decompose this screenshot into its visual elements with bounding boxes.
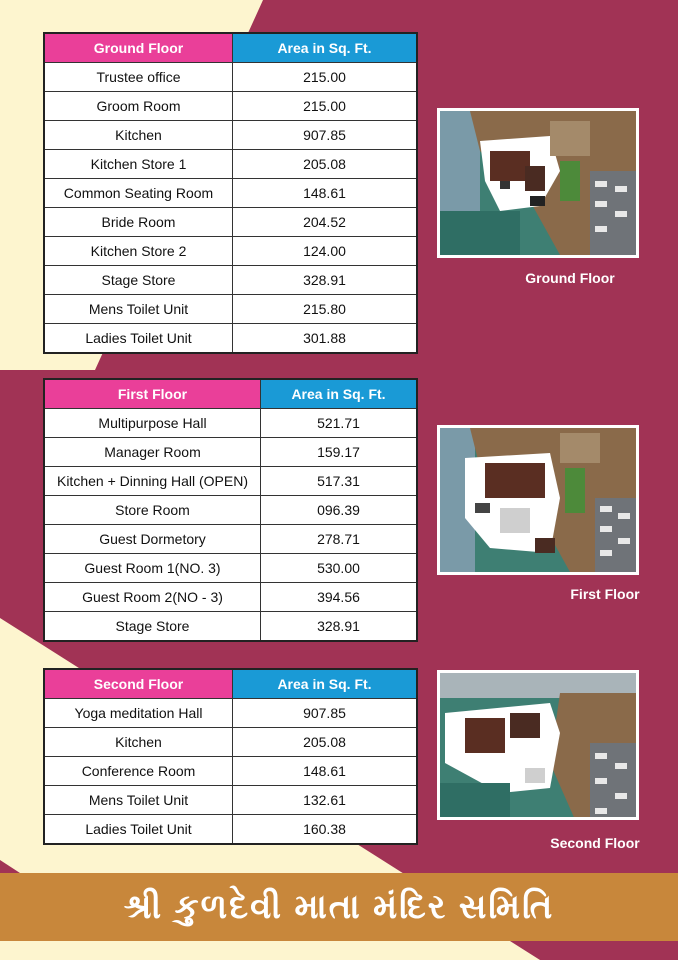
room-column-header: Ground Floor bbox=[44, 33, 233, 63]
second-floor-image-caption: Second Floor bbox=[550, 835, 640, 851]
area-value-cell: 215.00 bbox=[233, 63, 418, 92]
room-name-cell: Manager Room bbox=[44, 438, 261, 467]
table-header-row bbox=[44, 379, 417, 409]
room-name-cell: Kitchen bbox=[44, 728, 233, 757]
table-row bbox=[44, 815, 417, 845]
room-name-cell: Kitchen bbox=[44, 121, 233, 150]
table-row bbox=[44, 612, 417, 642]
area-value-cell: 148.61 bbox=[233, 757, 418, 786]
first-floor-render-image bbox=[437, 425, 639, 575]
room-name-cell: Store Room bbox=[44, 496, 261, 525]
table-header-row bbox=[44, 33, 417, 63]
room-column-header: First Floor bbox=[44, 379, 261, 409]
room-name-cell: Kitchen Store 2 bbox=[44, 237, 233, 266]
area-value-cell: 394.56 bbox=[261, 583, 418, 612]
area-value-cell: 096.39 bbox=[261, 496, 418, 525]
table-row bbox=[44, 179, 417, 208]
table-row bbox=[44, 757, 417, 786]
table-row bbox=[44, 295, 417, 324]
room-name-cell: Kitchen Store 1 bbox=[44, 150, 233, 179]
room-name-cell: Kitchen + Dinning Hall (OPEN) bbox=[44, 467, 261, 496]
room-column-header: Second Floor bbox=[44, 669, 233, 699]
area-value-cell: 517.31 bbox=[261, 467, 418, 496]
room-name-cell: Guest Room 1(NO. 3) bbox=[44, 554, 261, 583]
table-row bbox=[44, 324, 417, 354]
table-row bbox=[44, 438, 417, 467]
second-floor-rows bbox=[44, 699, 417, 845]
area-value-cell: 328.91 bbox=[261, 612, 418, 642]
table-row bbox=[44, 237, 417, 266]
room-name-cell: Guest Room 2(NO - 3) bbox=[44, 583, 261, 612]
area-value-cell: 521.71 bbox=[261, 409, 418, 438]
area-column-header: Area in Sq. Ft. bbox=[261, 379, 418, 409]
area-value-cell: 328.91 bbox=[233, 266, 418, 295]
ground-floor-rows bbox=[44, 63, 417, 354]
table-header-row bbox=[44, 669, 417, 699]
room-name-cell: Ladies Toilet Unit bbox=[44, 324, 233, 354]
area-value-cell: 132.61 bbox=[233, 786, 418, 815]
banner-title: શ્રી કુળદેવી માતા મંદિર સમિતિ bbox=[123, 887, 555, 926]
table-row bbox=[44, 728, 417, 757]
table-row bbox=[44, 786, 417, 815]
room-name-cell: Stage Store bbox=[44, 266, 233, 295]
area-column-header: Area in Sq. Ft. bbox=[233, 669, 418, 699]
area-value-cell: 205.08 bbox=[233, 150, 418, 179]
table-row bbox=[44, 554, 417, 583]
room-name-cell: Conference Room bbox=[44, 757, 233, 786]
first-floor-image-caption: First Floor bbox=[570, 586, 640, 602]
table-row bbox=[44, 525, 417, 554]
room-name-cell: Common Seating Room bbox=[44, 179, 233, 208]
table-row bbox=[44, 467, 417, 496]
banner-left-bevel bbox=[0, 860, 20, 873]
area-value-cell: 205.08 bbox=[233, 728, 418, 757]
room-name-cell: Bride Room bbox=[44, 208, 233, 237]
table-row bbox=[44, 583, 417, 612]
area-value-cell: 530.00 bbox=[261, 554, 418, 583]
table-row bbox=[44, 496, 417, 525]
area-value-cell: 124.00 bbox=[233, 237, 418, 266]
table-row bbox=[44, 121, 417, 150]
second-floor-render-image bbox=[437, 670, 639, 820]
room-name-cell: Guest Dormetory bbox=[44, 525, 261, 554]
area-column-header: Area in Sq. Ft. bbox=[233, 33, 418, 63]
area-value-cell: 160.38 bbox=[233, 815, 418, 845]
ground-floor-image-caption: Ground Floor bbox=[525, 270, 615, 286]
room-name-cell: Mens Toilet Unit bbox=[44, 295, 233, 324]
temple-committee-banner bbox=[0, 873, 678, 941]
area-value-cell: 204.52 bbox=[233, 208, 418, 237]
table-row bbox=[44, 208, 417, 237]
room-name-cell: Groom Room bbox=[44, 92, 233, 121]
area-value-cell: 278.71 bbox=[261, 525, 418, 554]
room-name-cell: Ladies Toilet Unit bbox=[44, 815, 233, 845]
area-value-cell: 301.88 bbox=[233, 324, 418, 354]
table-row bbox=[44, 150, 417, 179]
table-row bbox=[44, 266, 417, 295]
room-name-cell: Trustee office bbox=[44, 63, 233, 92]
area-value-cell: 907.85 bbox=[233, 121, 418, 150]
room-name-cell: Yoga meditation Hall bbox=[44, 699, 233, 728]
area-value-cell: 215.00 bbox=[233, 92, 418, 121]
second-floor-table bbox=[43, 668, 418, 845]
area-value-cell: 215.80 bbox=[233, 295, 418, 324]
area-value-cell: 159.17 bbox=[261, 438, 418, 467]
room-name-cell: Stage Store bbox=[44, 612, 261, 642]
table-row bbox=[44, 409, 417, 438]
first-floor-table bbox=[43, 378, 418, 642]
area-value-cell: 907.85 bbox=[233, 699, 418, 728]
ground-floor-table bbox=[43, 32, 418, 354]
table-row bbox=[44, 63, 417, 92]
room-name-cell: Multipurpose Hall bbox=[44, 409, 261, 438]
area-value-cell: 148.61 bbox=[233, 179, 418, 208]
ground-floor-render-image bbox=[437, 108, 639, 258]
table-row bbox=[44, 92, 417, 121]
room-name-cell: Mens Toilet Unit bbox=[44, 786, 233, 815]
table-row bbox=[44, 699, 417, 728]
first-floor-rows bbox=[44, 409, 417, 642]
